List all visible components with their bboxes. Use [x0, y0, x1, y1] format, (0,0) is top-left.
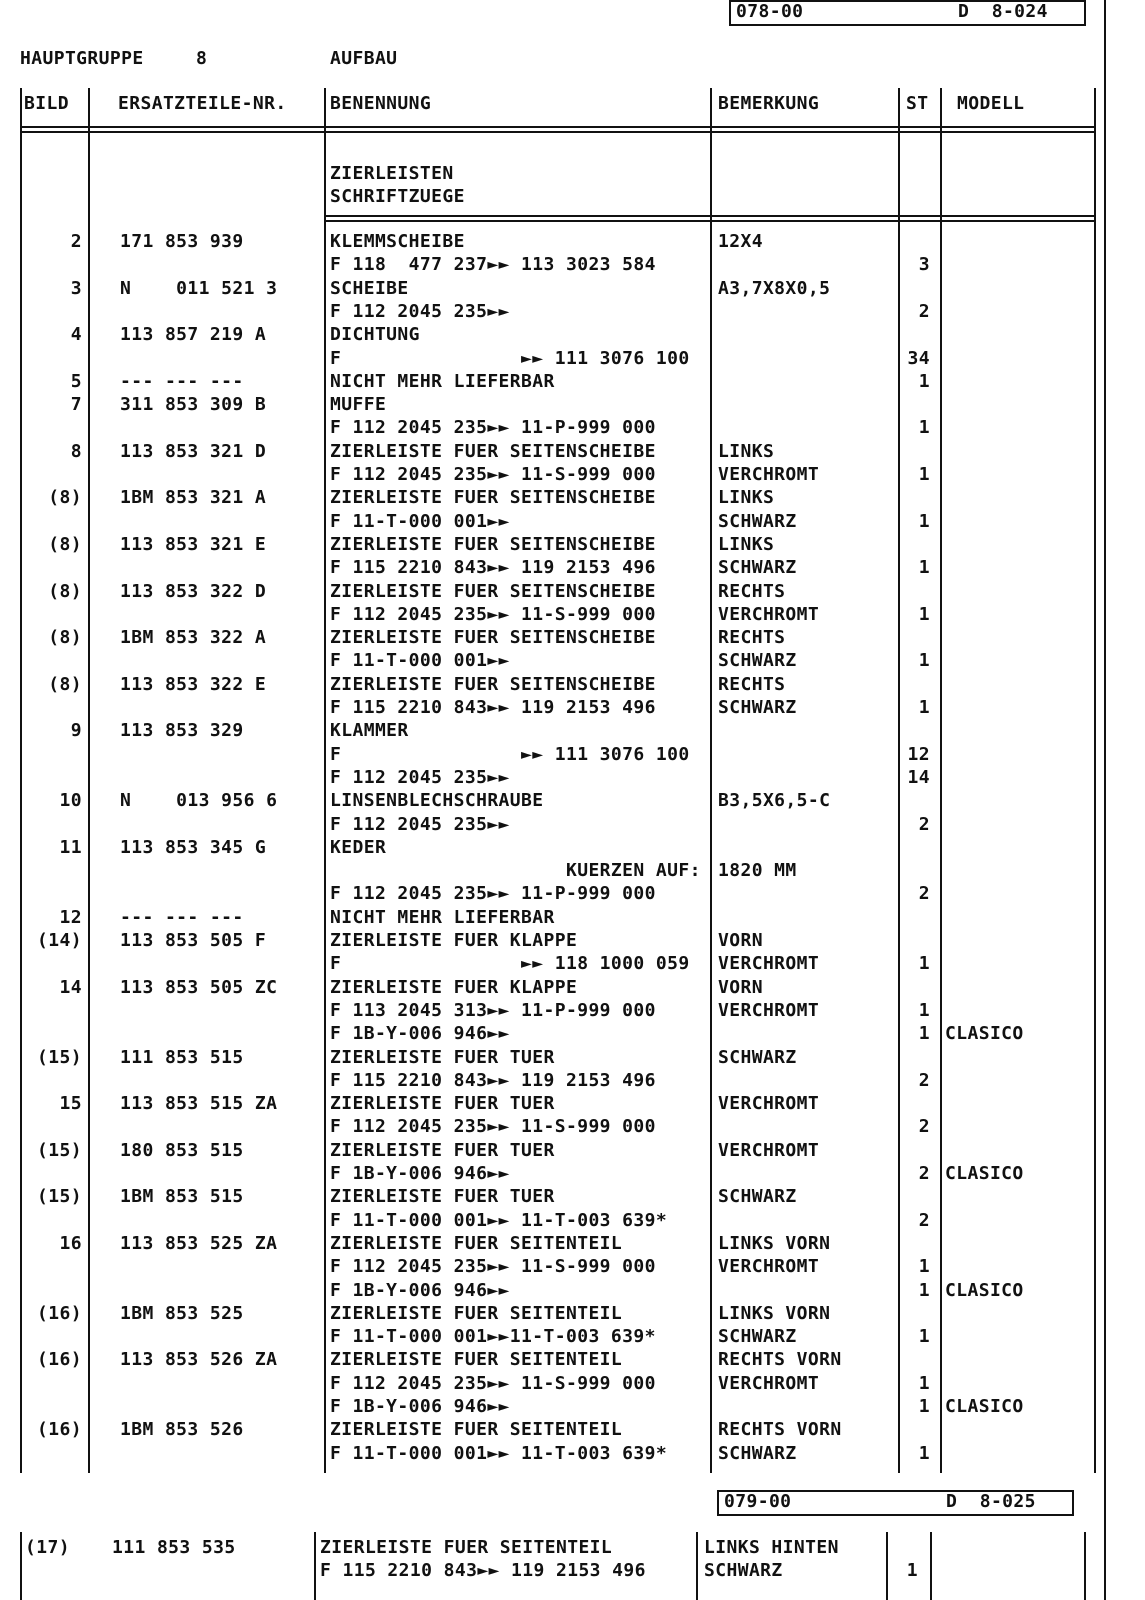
col-header-part-no: ERSATZTEILE-NR. [118, 93, 287, 114]
col-header-modell: MODELL [957, 93, 1025, 114]
cell-st: 1 [918, 1279, 930, 1301]
cell-part-no: 1BM 853 525 [120, 1302, 244, 1324]
cell-bemerkung: SCHWARZ [718, 1442, 797, 1464]
header-rule-1 [20, 126, 1095, 128]
table-row [0, 1022, 1145, 1045]
header-rule-2 [20, 131, 1095, 133]
cell-benennung: NICHT MEHR LIEFERBAR [330, 370, 555, 392]
table-row [0, 486, 1145, 509]
cell-benennung: ZIERLEISTE FUER TUER [330, 1093, 555, 1115]
cell-bemerkung: VORN [718, 976, 763, 998]
table-row [0, 1325, 1145, 1348]
cell-part-no: 311 853 309 B [120, 394, 267, 416]
table-row [0, 1209, 1145, 1232]
cell-benennung: KEDER [330, 836, 387, 858]
cell-bemerkung: B3,5X6,5-C [718, 790, 831, 812]
table-row [0, 1418, 1145, 1441]
cell-benennung: ZIERLEISTE FUER TUER [330, 1186, 555, 1208]
cell-bild: 9 [70, 720, 82, 742]
cell-benennung: ZIERLEISTE FUER SEITENSCHEIBE [330, 627, 656, 649]
cell-st: 2 [918, 1069, 930, 1091]
table-row [0, 556, 1145, 579]
table-row [0, 1232, 1145, 1255]
table-row [0, 976, 1145, 999]
cell-bemerkung: LINKS HINTEN [704, 1537, 839, 1558]
table-row [0, 719, 1145, 742]
cell-benennung: ZIERLEISTE FUER TUER [330, 1046, 555, 1068]
cell-st: 2 [918, 300, 930, 322]
table-row [0, 253, 1145, 276]
cell-st: 1 [918, 1256, 930, 1278]
cell-bild: (16) [37, 1302, 82, 1324]
table-row [0, 999, 1145, 1022]
cell-benennung: F 1B-Y-006 946►► [330, 1163, 510, 1184]
cell-benennung: ZIERLEISTE FUER SEITENTEIL [320, 1537, 613, 1558]
table-row [0, 766, 1145, 789]
cell-bild: (8) [48, 533, 82, 555]
cell-st: 1 [918, 464, 930, 485]
cell-bild: 10 [59, 790, 82, 812]
cell-part-no: 1BM 853 526 [120, 1419, 244, 1441]
cell-st: 2 [918, 1209, 930, 1231]
page-ref-bottom: 079-00 [724, 1491, 792, 1512]
col-header-st: ST [906, 93, 929, 114]
cell-benennung: F 11-T-000 001►► 11-T-003 639* [330, 1442, 668, 1464]
col-header-benennung: BENENNUNG [330, 93, 432, 114]
cell-modell: CLASICO [945, 1279, 1024, 1301]
cell-bild: 2 [70, 231, 82, 252]
table-row [0, 1536, 1145, 1559]
group-number: 8 [196, 48, 208, 69]
cell-bemerkung: LINKS [718, 440, 775, 462]
cell-bemerkung: VORN [718, 930, 763, 951]
cell-benennung: F 112 2045 235►► [330, 813, 510, 835]
cell-bemerkung: VERCHROMT [718, 1256, 820, 1278]
cell-benennung: ZIERLEISTE FUER SEITENTEIL [330, 1419, 623, 1441]
cell-st: 1 [918, 370, 930, 392]
cell-bemerkung: SCHWARZ [718, 557, 797, 579]
cell-bemerkung: SCHWARZ [704, 1560, 783, 1582]
cell-benennung: F 115 2210 843►► 119 2153 496 [330, 697, 656, 718]
cell-benennung: ZIERLEISTE FUER SEITENSCHEIBE [330, 673, 656, 695]
cell-benennung: SCHEIBE [330, 277, 409, 299]
cell-bild: 14 [59, 976, 82, 998]
cell-bild: 7 [70, 394, 82, 416]
cell-benennung: F 112 2045 235►► 11-P-999 000 [330, 417, 656, 439]
cell-benennung: F 115 2210 843►► 119 2153 496 [330, 1069, 656, 1091]
cell-benennung: F 115 2210 843►► 119 2153 496 [330, 557, 656, 579]
cell-benennung: ZIERLEISTE FUER SEITENTEIL [330, 1232, 623, 1254]
table-row [0, 813, 1145, 836]
cell-st: 1 [918, 1326, 930, 1348]
cell-benennung: LINSENBLECHSCHRAUBE [330, 790, 544, 812]
cell-bemerkung: RECHTS [718, 627, 786, 649]
cell-bemerkung: RECHTS [718, 673, 786, 695]
cell-benennung: F 1B-Y-006 946►► [330, 1396, 510, 1417]
table-row [0, 673, 1145, 696]
cell-st: 34 [907, 347, 930, 369]
cell-bild: (8) [48, 580, 82, 602]
cell-benennung: F 112 2045 235►► 11-S-999 000 [330, 1116, 656, 1138]
table-row [0, 1442, 1145, 1465]
cell-benennung: F 112 2045 235►► 11-P-999 000 [330, 883, 656, 905]
cell-part-no: 1BM 853 515 [120, 1186, 244, 1208]
table-row [0, 1115, 1145, 1138]
table-row [0, 696, 1145, 719]
cell-part-no: 113 853 321 D [120, 440, 267, 462]
cell-benennung: F 1B-Y-006 946►► [330, 1279, 510, 1301]
table-row [0, 393, 1145, 416]
cell-benennung: ZIERLEISTE FUER SEITENSCHEIBE [330, 533, 656, 555]
cell-bemerkung: SCHWARZ [718, 650, 797, 672]
table-row [0, 277, 1145, 300]
cell-bemerkung: RECHTS [718, 580, 786, 602]
cell-benennung: F ►► 118 1000 059 [330, 953, 690, 975]
cell-bild: 11 [59, 836, 82, 858]
cell-st: 2 [918, 813, 930, 835]
cell-part-no: 113 853 345 G [120, 836, 267, 858]
table-row [0, 1372, 1145, 1395]
cell-benennung: DICHTUNG [330, 324, 420, 346]
cell-part-no: 171 853 939 [120, 231, 244, 252]
cell-part-no: 180 853 515 [120, 1139, 244, 1161]
cell-bemerkung: 12X4 [718, 231, 763, 252]
cell-benennung: F ►► 111 3076 100 [330, 347, 690, 369]
table-row [0, 1185, 1145, 1208]
table-row [0, 906, 1145, 929]
cell-part-no: N 013 956 6 [120, 790, 278, 812]
cell-st: 1 [918, 1372, 930, 1394]
cell-bild: 8 [70, 440, 82, 462]
table-row [0, 836, 1145, 859]
cell-st: 1 [918, 603, 930, 625]
cell-benennung: F 11-T-000 001►► 11-T-003 639* [330, 1209, 668, 1231]
cell-bild: 15 [59, 1093, 82, 1115]
table-row [0, 323, 1145, 346]
cell-benennung: F 112 2045 235►► 11-S-999 000 [330, 1256, 656, 1278]
cell-benennung: MUFFE [330, 394, 387, 416]
table-row [0, 626, 1145, 649]
cell-benennung: F 11-T-000 001►► [330, 510, 510, 532]
cell-part-no: --- --- --- [120, 370, 244, 392]
cell-benennung: ZIERLEISTE FUER SEITENSCHEIBE [330, 580, 656, 602]
table-row [0, 882, 1145, 905]
cell-bemerkung: SCHWARZ [718, 1326, 797, 1348]
table-row [0, 533, 1145, 556]
page-ref-top: 078-00 [736, 1, 804, 22]
cell-bemerkung: VERCHROMT [718, 1372, 820, 1394]
cell-bild: (16) [37, 1349, 82, 1371]
cell-benennung: F 112 2045 235►► 11-S-999 000 [330, 603, 656, 625]
cell-part-no: 113 853 322 D [120, 580, 267, 602]
cell-benennung: F 112 2045 235►► [330, 300, 510, 322]
table-row [0, 416, 1145, 439]
cell-bild: (15) [37, 1139, 82, 1161]
cell-st: 2 [918, 1163, 930, 1184]
cell-part-no: 113 853 526 ZA [120, 1349, 278, 1371]
cell-modell: CLASICO [945, 1163, 1024, 1184]
cell-modell: CLASICO [945, 1396, 1024, 1417]
cell-benennung: ZIERLEISTE FUER SEITENSCHEIBE [330, 440, 656, 462]
table-row [0, 859, 1145, 882]
cell-bemerkung: LINKS VORN [718, 1302, 831, 1324]
cell-bild: 4 [70, 324, 82, 346]
table-row [0, 1279, 1145, 1302]
cell-bemerkung: VERCHROMT [718, 464, 820, 485]
cell-bild: 3 [70, 277, 82, 299]
table-row [0, 929, 1145, 952]
cell-benennung: KUERZEN AUF: [330, 860, 701, 882]
table-row [0, 1162, 1145, 1185]
cell-bemerkung: VERCHROMT [718, 1139, 820, 1161]
cell-benennung: NICHT MEHR LIEFERBAR [330, 906, 555, 928]
cell-bemerkung: A3,7X8X0,5 [718, 277, 831, 299]
table-row [0, 230, 1145, 253]
cell-part-no: 113 853 322 E [120, 673, 267, 695]
cell-st: 1 [918, 1023, 930, 1045]
cell-part-no: 111 853 515 [120, 1046, 244, 1068]
cell-modell: CLASICO [945, 1023, 1024, 1045]
cell-bemerkung: VERCHROMT [718, 999, 820, 1021]
group-name: AUFBAU [330, 48, 398, 69]
cell-bemerkung: LINKS [718, 533, 775, 555]
table-row [0, 649, 1145, 672]
section-title-2: SCHRIFTZUEGE [330, 186, 465, 207]
cell-bemerkung: RECHTS VORN [718, 1419, 842, 1441]
cell-benennung: ZIERLEISTE FUER KLAPPE [330, 930, 578, 951]
cell-st: 2 [918, 1116, 930, 1138]
table-row [0, 1348, 1145, 1371]
table-row [0, 603, 1145, 626]
cell-benennung: KLAMMER [330, 720, 409, 742]
cell-part-no: 113 853 505 ZC [120, 976, 278, 998]
table-row [0, 370, 1145, 393]
cell-st: 1 [918, 417, 930, 439]
table-row [0, 463, 1145, 486]
cell-bemerkung: SCHWARZ [718, 1046, 797, 1068]
cell-bemerkung: SCHWARZ [718, 697, 797, 718]
cell-benennung: ZIERLEISTE FUER SEITENSCHEIBE [330, 487, 656, 509]
cell-st: 12 [907, 743, 930, 765]
cell-part-no: --- --- --- [120, 906, 244, 928]
table-row [0, 789, 1145, 812]
table-row [0, 1559, 1145, 1582]
cell-bild: (8) [48, 487, 82, 509]
cell-st: 1 [918, 510, 930, 532]
col-header-bemerkung: BEMERKUNG [718, 93, 820, 114]
table-row [0, 952, 1145, 975]
cell-bemerkung: SCHWARZ [718, 1186, 797, 1208]
cell-benennung: ZIERLEISTE FUER SEITENTEIL [330, 1302, 623, 1324]
cell-bild: (15) [37, 1046, 82, 1068]
table-row [0, 580, 1145, 603]
cell-st: 1 [906, 1560, 918, 1582]
cell-st: 14 [907, 766, 930, 788]
cell-st: 1 [918, 697, 930, 718]
cell-benennung: ZIERLEISTE FUER TUER [330, 1139, 555, 1161]
cell-bemerkung: SCHWARZ [718, 510, 797, 532]
cell-part-no: N 011 521 3 [120, 277, 278, 299]
cell-st: 3 [918, 254, 930, 276]
cell-bild: 5 [70, 370, 82, 392]
cell-benennung: F 11-T-000 001►►11-T-003 639* [330, 1326, 656, 1348]
cell-benennung: F 118 477 237►► 113 3023 584 [330, 254, 656, 276]
cell-benennung: F 112 2045 235►► [330, 766, 510, 788]
cell-part-no: 1BM 853 321 A [120, 487, 267, 509]
cell-bild: (16) [37, 1419, 82, 1441]
table-row [0, 300, 1145, 323]
group-label: HAUPTGRUPPE [20, 48, 144, 69]
cell-benennung: F 112 2045 235►► 11-S-999 000 [330, 464, 656, 485]
cell-part-no: 113 853 329 [120, 720, 244, 742]
cell-bild: (8) [48, 673, 82, 695]
col-header-bild: BILD [24, 93, 69, 114]
cell-st: 2 [918, 883, 930, 905]
cell-benennung: F 1B-Y-006 946►► [330, 1023, 510, 1045]
section-title-1: ZIERLEISTEN [330, 163, 454, 184]
page-code-bottom: D 8-025 [946, 1491, 1036, 1512]
cell-bemerkung: LINKS VORN [718, 1232, 831, 1254]
cell-benennung: F 113 2045 313►► 11-P-999 000 [330, 999, 656, 1021]
page-code-top: D 8-024 [958, 1, 1048, 22]
cell-bild: (17) [25, 1537, 70, 1558]
cell-bild: 16 [59, 1232, 82, 1254]
cell-bemerkung: VERCHROMT [718, 953, 820, 975]
cell-benennung: ZIERLEISTE FUER SEITENTEIL [330, 1349, 623, 1371]
cell-st: 1 [918, 557, 930, 579]
table-row [0, 440, 1145, 463]
cell-benennung: F 115 2210 843►► 119 2153 496 [320, 1560, 646, 1582]
table-row [0, 1302, 1145, 1325]
cell-st: 1 [918, 650, 930, 672]
table-row [0, 347, 1145, 370]
cell-st: 1 [918, 1442, 930, 1464]
cell-part-no: 113 857 219 A [120, 324, 267, 346]
cell-benennung: F 11-T-000 001►► [330, 650, 510, 672]
cell-benennung: KLEMMSCHEIBE [330, 231, 465, 252]
cell-st: 1 [918, 1396, 930, 1417]
table-row [0, 1069, 1145, 1092]
cell-part-no: 113 853 321 E [120, 533, 267, 555]
cell-bild: (15) [37, 1186, 82, 1208]
cell-bemerkung: 1820 MM [718, 860, 797, 882]
cell-part-no: 113 853 525 ZA [120, 1232, 278, 1254]
table-row [0, 743, 1145, 766]
table-row [0, 1092, 1145, 1115]
cell-part-no: 111 853 535 [112, 1537, 236, 1558]
cell-part-no: 1BM 853 322 A [120, 627, 267, 649]
table-row [0, 1139, 1145, 1162]
cell-bemerkung: VERCHROMT [718, 603, 820, 625]
table-row [0, 1255, 1145, 1278]
cell-bemerkung: RECHTS VORN [718, 1349, 842, 1371]
cell-bemerkung: LINKS [718, 487, 775, 509]
cell-bild: (8) [48, 627, 82, 649]
cell-benennung: ZIERLEISTE FUER KLAPPE [330, 976, 578, 998]
cell-st: 1 [918, 999, 930, 1021]
cell-bild: (14) [37, 930, 82, 951]
cell-benennung: F ►► 111 3076 100 [330, 743, 690, 765]
table-row [0, 510, 1145, 533]
cell-part-no: 113 853 515 ZA [120, 1093, 278, 1115]
cell-bemerkung: VERCHROMT [718, 1093, 820, 1115]
cell-st: 1 [918, 953, 930, 975]
cell-benennung: F 112 2045 235►► 11-S-999 000 [330, 1372, 656, 1394]
cell-part-no: 113 853 505 F [120, 930, 267, 951]
table-row [0, 1046, 1145, 1069]
table-row [0, 1395, 1145, 1418]
cell-bild: 12 [59, 906, 82, 928]
